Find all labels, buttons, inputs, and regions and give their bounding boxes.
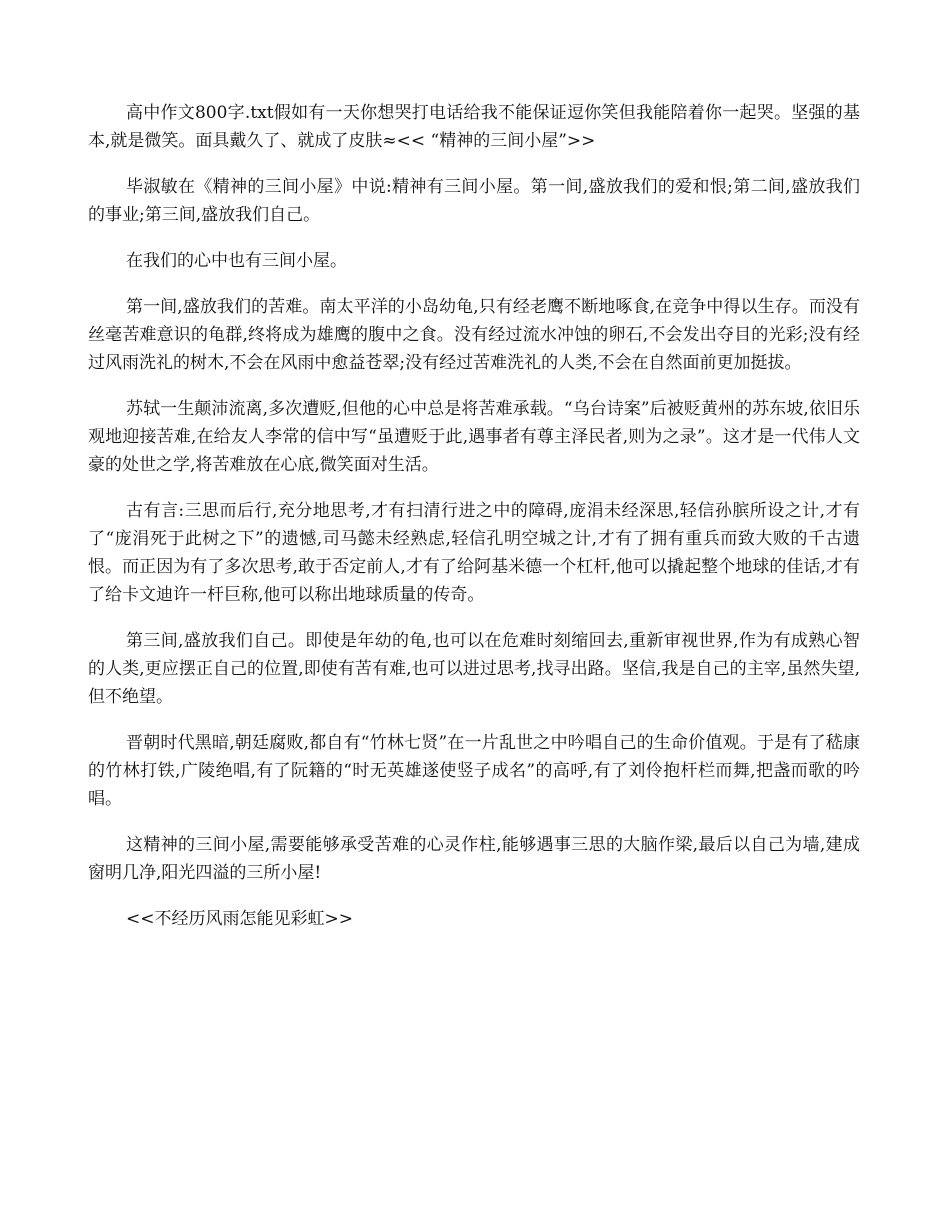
paragraph-think-thrice: 古有言:三思而后行,充分地思考,才有扫清行进之中的障碍,庞涓未经深思,轻信孙膑所设之计,才有了“庞涓死于此树之下”的遗憾,司马懿未经熟虑,轻信孔明空城之计,才有了拥有重兵而致大败的千古遗恨。而正因为有了多次思考,敢于否定前人,才有了给阿基米德一个杠杆,他可以撬起整个地球的佳话,才有了给卡文迪许一杆巨称,他可以称出地球质量的传奇。	[88, 501, 860, 605]
paragraph-bi-shumin: 毕淑敏在《精神的三间小屋》中说:精神有三间小屋。第一间,盛放我们的爱和恨;第二间,盛放我们的事业;第三间,盛放我们自己。	[88, 177, 860, 225]
paragraph-conclusion: 这精神的三间小屋,需要能够承受苦难的心灵作柱,能够遇事三思的大脑作梁,最后以自己为墙,建成窗明几净,阳光四溢的三所小屋!	[88, 835, 860, 883]
document-body	[88, 99, 860, 951]
paragraph-first-room: 第一间,盛放我们的苦难。南太平洋的小岛幼龟,只有经老鹰不断地啄食,在竞争中得以生存。而没有丝毫苦难意识的龟群,终将成为雄鹰的腹中之食。没有经过流水冲蚀的卵石,不会发出夺目的光彩;没有经过风雨洗礼的树木,不会在风雨中愈益苍翠;没有经过苦难洗礼的人类,不会在自然面前更加挺拔。	[88, 297, 860, 373]
paragraph-jin-dynasty: 晋朝时代黑暗,朝廷腐败,都自有“竹林七贤”在一片乱世之中吟唱自己的生命价值观。于是有了嵇康的竹林打铁,广陵绝唱,有了阮籍的“时无英雄遂使竖子成名”的高呼,有了刘伶抱杆栏而舞,把盏而歌的吟唱。	[88, 733, 860, 809]
paragraph-third-room: 第三间,盛放我们自己。即使是年幼的龟,也可以在危难时刻缩回去,重新审视世界,作为有成熟心智的人类,更应摆正自己的位置,即使有苦有难,也可以进过思考,找寻出路。坚信,我是自己的主宰,虽然失望,但不绝望。	[88, 631, 860, 707]
paragraph-three-rooms: 在我们的心中也有三间小屋。	[126, 251, 347, 271]
paragraph-intro: 高中作文800字.txt假如有一天你想哭打电话给我不能保证逗你笑但我能陪着你一起哭。坚强的基本,就是微笑。面具戴久了、就成了皮肤≈<< “精神的三间小屋”>>	[88, 103, 860, 151]
paragraph-su-shi: 苏轼一生颠沛流离,多次遭贬,但他的心中总是将苦难承载。“乌台诗案”后被贬黄州的苏东坡,依旧乐观地迎接苦难,在给友人李常的信中写“虽遭贬于此,遇事者有尊主泽民者,则为之录”。这才是一代伟人文豪的处世之学,将苦难放在心底,微笑面对生活。	[88, 399, 860, 475]
paragraph-next-title: <<不经历风雨怎能见彩虹>>	[126, 909, 353, 929]
